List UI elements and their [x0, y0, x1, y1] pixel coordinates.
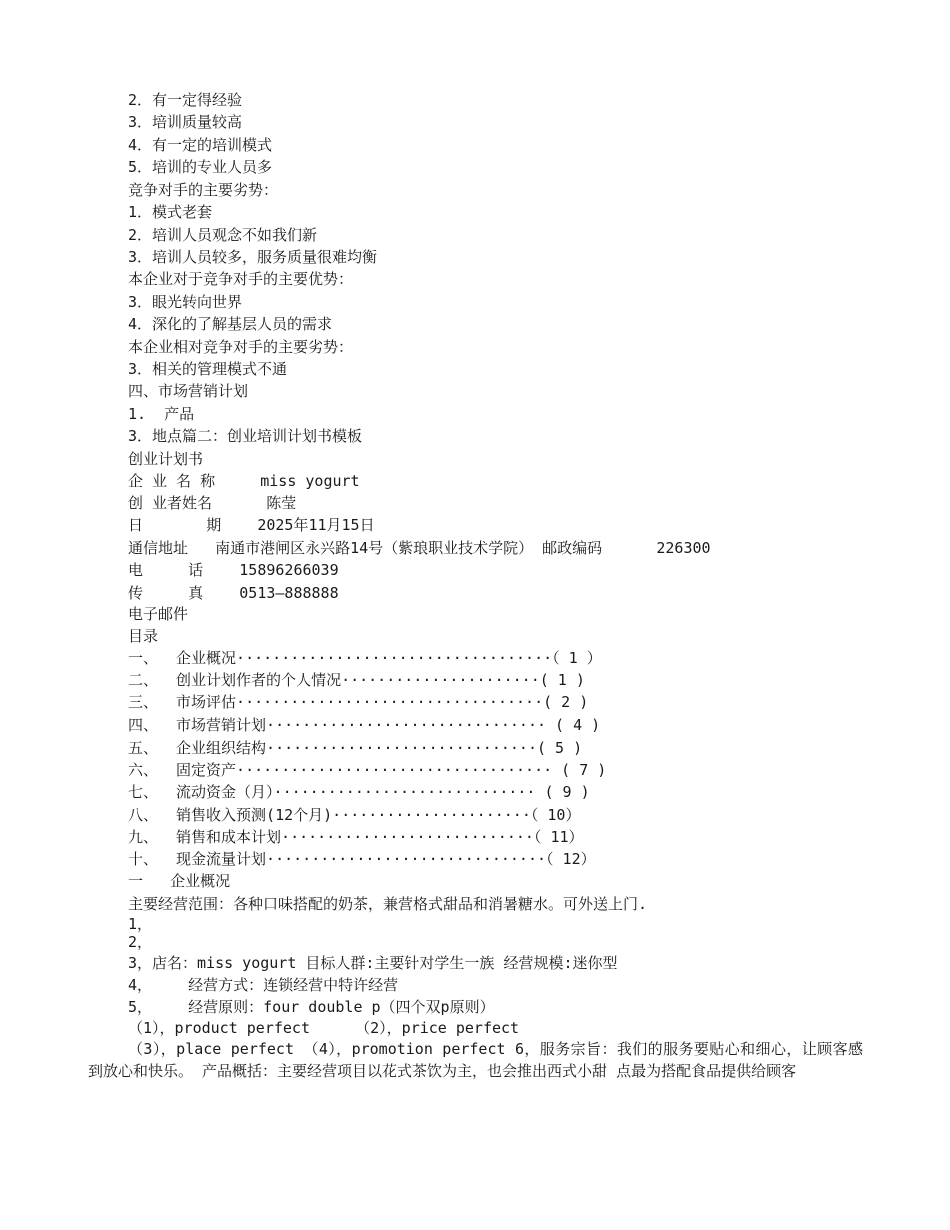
text-line: 4， 经营方式：连锁经营中特许经营 [128, 976, 399, 994]
email-field: 电子邮件 [128, 605, 189, 623]
text-line: 3．相关的管理模式不通 [128, 360, 288, 378]
text-line: 3，店名：miss yogurt 目标人群:主要针对学生一族 经营规模:迷你型 [128, 954, 618, 972]
toc-entry: 九、 销售和成本计划····························（ 11） [128, 828, 584, 846]
text-line: 5．培训的专业人员多 [128, 158, 273, 176]
toc-entry: 六、 固定资产··································· ( 7 ) [128, 761, 607, 779]
text-line: 2．有一定得经验 [128, 91, 243, 109]
section-heading: 一 企业概况 [128, 872, 231, 890]
text-line: 1．模式老套 [128, 203, 213, 221]
text-line: 3．地点篇二：创业培训计划书模板 [128, 427, 363, 445]
fax-field: 传 真 0513—888888 [128, 584, 339, 602]
text-line: 5， 经营原则：four double p（四个双p原则） [128, 998, 495, 1016]
text-line: 主要经营范围：各种口味搭配的奶茶，兼营格式甜品和消暑糖水。可外送上门. [128, 895, 648, 913]
text-line: 2， [128, 933, 153, 951]
text-line: 本企业对于竞争对手的主要优势： [128, 270, 354, 288]
section-heading: 四、市场营销计划 [128, 382, 249, 400]
toc-entry: 十、 现金流量计划·······························（ 12） [128, 850, 596, 868]
date-field: 日 期 2025年11月15日 [128, 516, 375, 534]
text-line: 本企业相对竞争对手的主要劣势： [128, 338, 354, 356]
phone-field: 电 话 15896266039 [128, 561, 339, 579]
toc-entry: 三、 市场评估··································( 2 ) [128, 693, 589, 711]
text-line: （1），product perfect （2），price perfect [128, 1019, 520, 1037]
toc-entry: 一、 企业概况···································（ 1 ） [128, 649, 602, 667]
toc-entry: 七、 流动资金（月）····························· ( 9 ) [128, 783, 590, 801]
toc-entry: 四、 市场营销计划······························· ( 4 ) [128, 716, 601, 734]
founder-name-field: 创 业者姓名 陈莹 [128, 494, 297, 512]
text-line: 1. 产品 [128, 405, 195, 423]
toc-entry: 五、 企业组织结构······························( 5 ) [128, 739, 583, 757]
text-line: 2．培训人员观念不如我们新 [128, 226, 318, 244]
toc-heading: 目录 [128, 627, 159, 645]
body-paragraph: （3），place perfect （4），promotion perfect 6，服务宗旨：我们的服务要贴心和细心，让顾客感到放心和快乐。 产品概括：主要经营项目以花式茶饮为主，也会推出西式小甜 点最为搭配食品提供给顾客 [88, 1040, 863, 1080]
text-line: 3．培训人员较多，服务质量很难均衡 [128, 248, 378, 266]
text-line: 3．眼光转向世界 [128, 293, 243, 311]
text-line: 竞争对手的主要劣势： [128, 181, 279, 199]
text-line: 3．培训质量较高 [128, 113, 243, 131]
text-line: 4．深化的了解基层人员的需求 [128, 315, 333, 333]
toc-entry: 八、 销售收入预测(12个月)······················（ 10） [128, 806, 581, 824]
toc-entry: 二、 创业计划作者的个人情况······················( 1 ) [128, 671, 585, 689]
address-field: 通信地址 南通市港闸区永兴路14号（紫琅职业技术学院） 邮政编码 226300 [128, 539, 711, 557]
text-line: 1， [128, 915, 153, 933]
text-line: 4．有一定的培训模式 [128, 136, 273, 154]
company-name-field: 企 业 名 称 miss yogurt [128, 472, 360, 490]
document-title: 创业计划书 [128, 450, 204, 468]
